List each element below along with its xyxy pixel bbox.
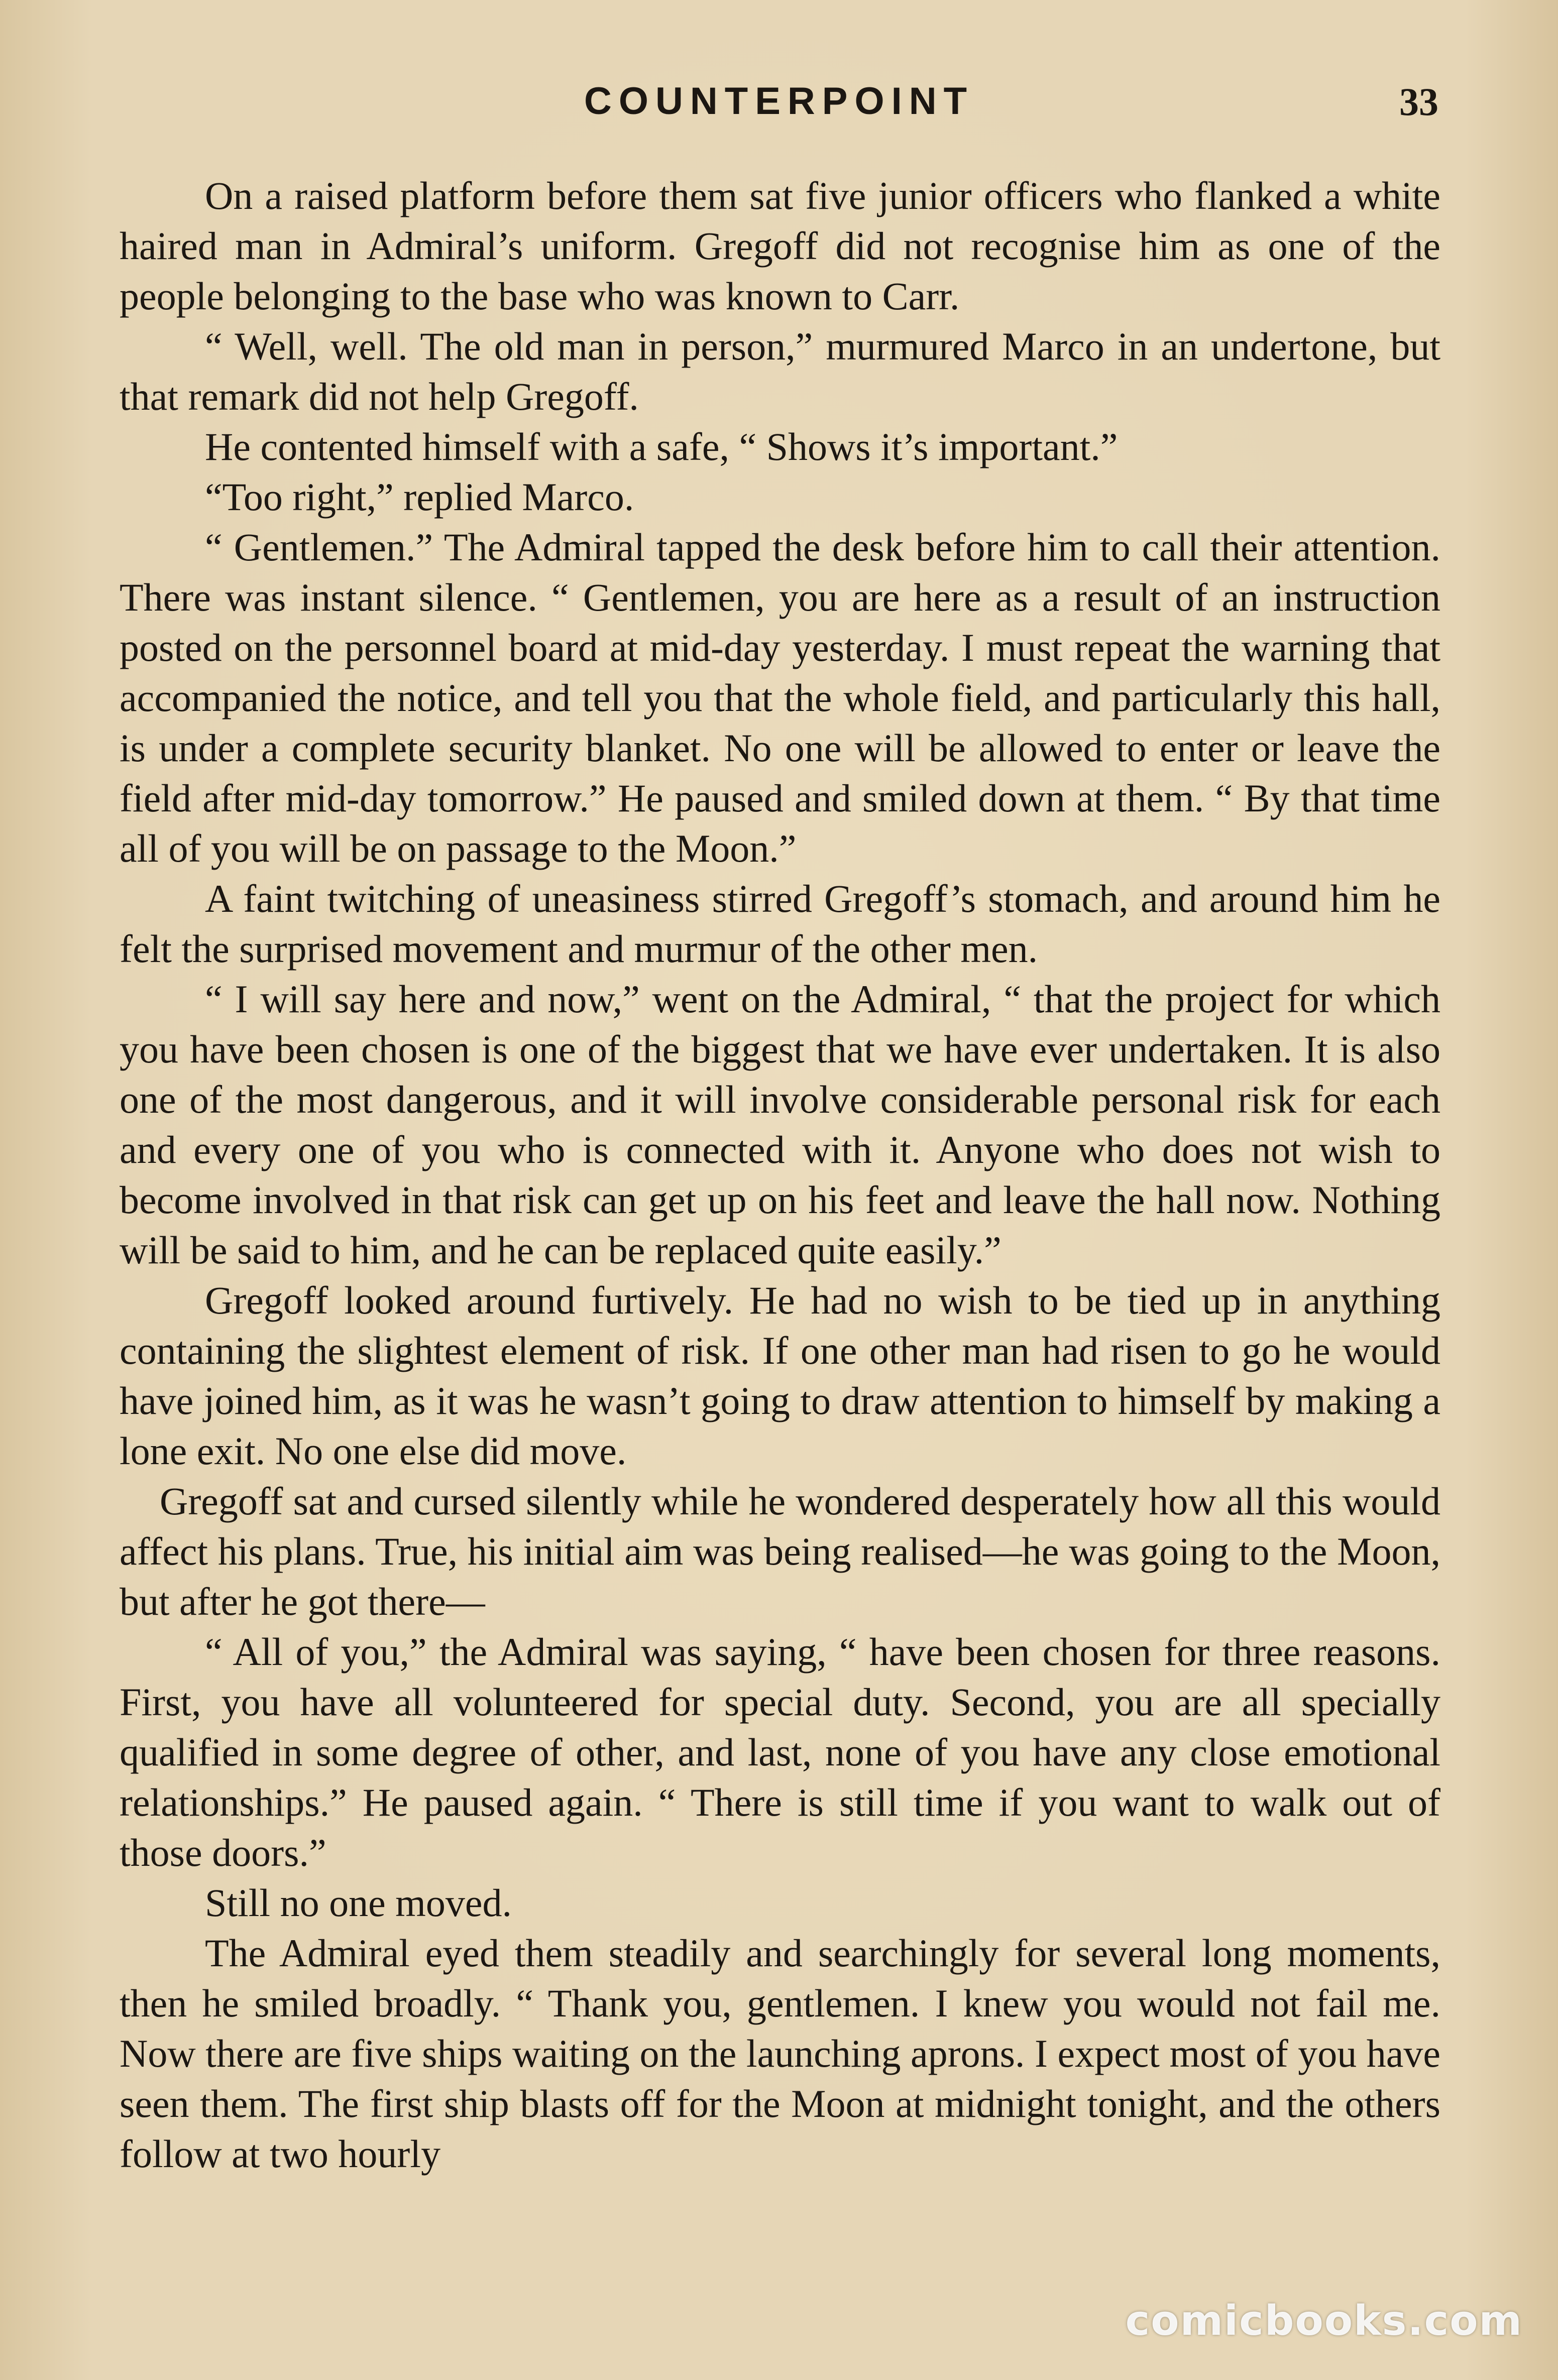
paragraph: Gregoff looked around furtively. He had no wish to be tied up in anything containing the slightest element of risk. If one other man had risen to go he would have joined him, as it was he wasn’t going to draw attention to himself by making a lone exit. No one else did move. xyxy=(120,1278,1440,1473)
running-title: COUNTERPOINT xyxy=(584,80,974,123)
paragraph: “ I will say here and now,” went on the Admiral, “ that the project for which you have been chosen is one of the biggest that we have ever undertaken. It is also one of the most dangerous, and it will involve considerable personal risk for each and every one of you who is connected with it. Anyone who does not wish to become involved in that risk can get up on his feet and leave the hall now. Nothing will be said to him, and he can be replaced quite easily.” xyxy=(120,977,1440,1272)
paragraph: The Admiral eyed them steadily and searchingly for several long moments, then he smiled broadly. “ Thank you, gentlemen. I knew you would not fail me. Now there are five ships waiting on the launching aprons. I expect most of you have seen them. The first ship blasts off for the Moon at midnight tonight, and the others follow at two hourly xyxy=(120,1931,1440,2176)
paragraph: “ Gentlemen.” The Admiral tapped the desk before him to call their attention. There was instant silence. “ Gentlemen, you are here as a result of an instruction posted on the personnel board at mid-day yesterday. I must repeat the warning that accompanied the notice, and tell you that the whole field, and particularly this hall, is under a complete security blanket. No one will be allowed to enter or leave the field after mid-day tomorrow.” He paused and smiled down at them. “ By that time all of you will be on passage to the Moon.” xyxy=(120,525,1440,870)
page-number: 33 xyxy=(1399,80,1438,124)
paragraph: On a raised platform before them sat five junior officers who flanked a white haired man in Admiral’s uniform. Gregoff did not recognise him as one of the people belonging to the base who was known to Carr. xyxy=(120,174,1440,318)
paragraph: “ All of you,” the Admiral was saying, “ have been chosen for three reasons. First, you have all volunteered for special duty. Second, you are all specially qualified in some degree of other, and last, none of you have any close emotional relationships.” He paused again. “ There is still time if you want to walk out of those doors.” xyxy=(120,1630,1440,1874)
paragraph: Still no one moved. xyxy=(205,1881,512,1925)
paragraph: He contented himself with a safe, “ Shows it’s important.” xyxy=(205,425,1118,468)
body-text xyxy=(120,171,1440,2179)
paragraph: “ Well, well. The old man in person,” murmured Marco in an undertone, but that remark did not help Gregoff. xyxy=(120,324,1440,418)
page-header xyxy=(0,75,1558,136)
paragraph: “Too right,” replied Marco. xyxy=(205,475,634,519)
paragraph: Gregoff sat and cursed silently while he wondered desperately how all this would affect his plans. True, his initial aim was being realised—he was going to the Moon, but after he got there— xyxy=(120,1479,1440,1623)
paragraph: A faint twitching of uneasiness stirred Gregoff’s stomach, and around him he felt the surprised movement and murmur of the other men. xyxy=(120,877,1440,971)
watermark: comicbooks.com xyxy=(1125,2297,1523,2345)
